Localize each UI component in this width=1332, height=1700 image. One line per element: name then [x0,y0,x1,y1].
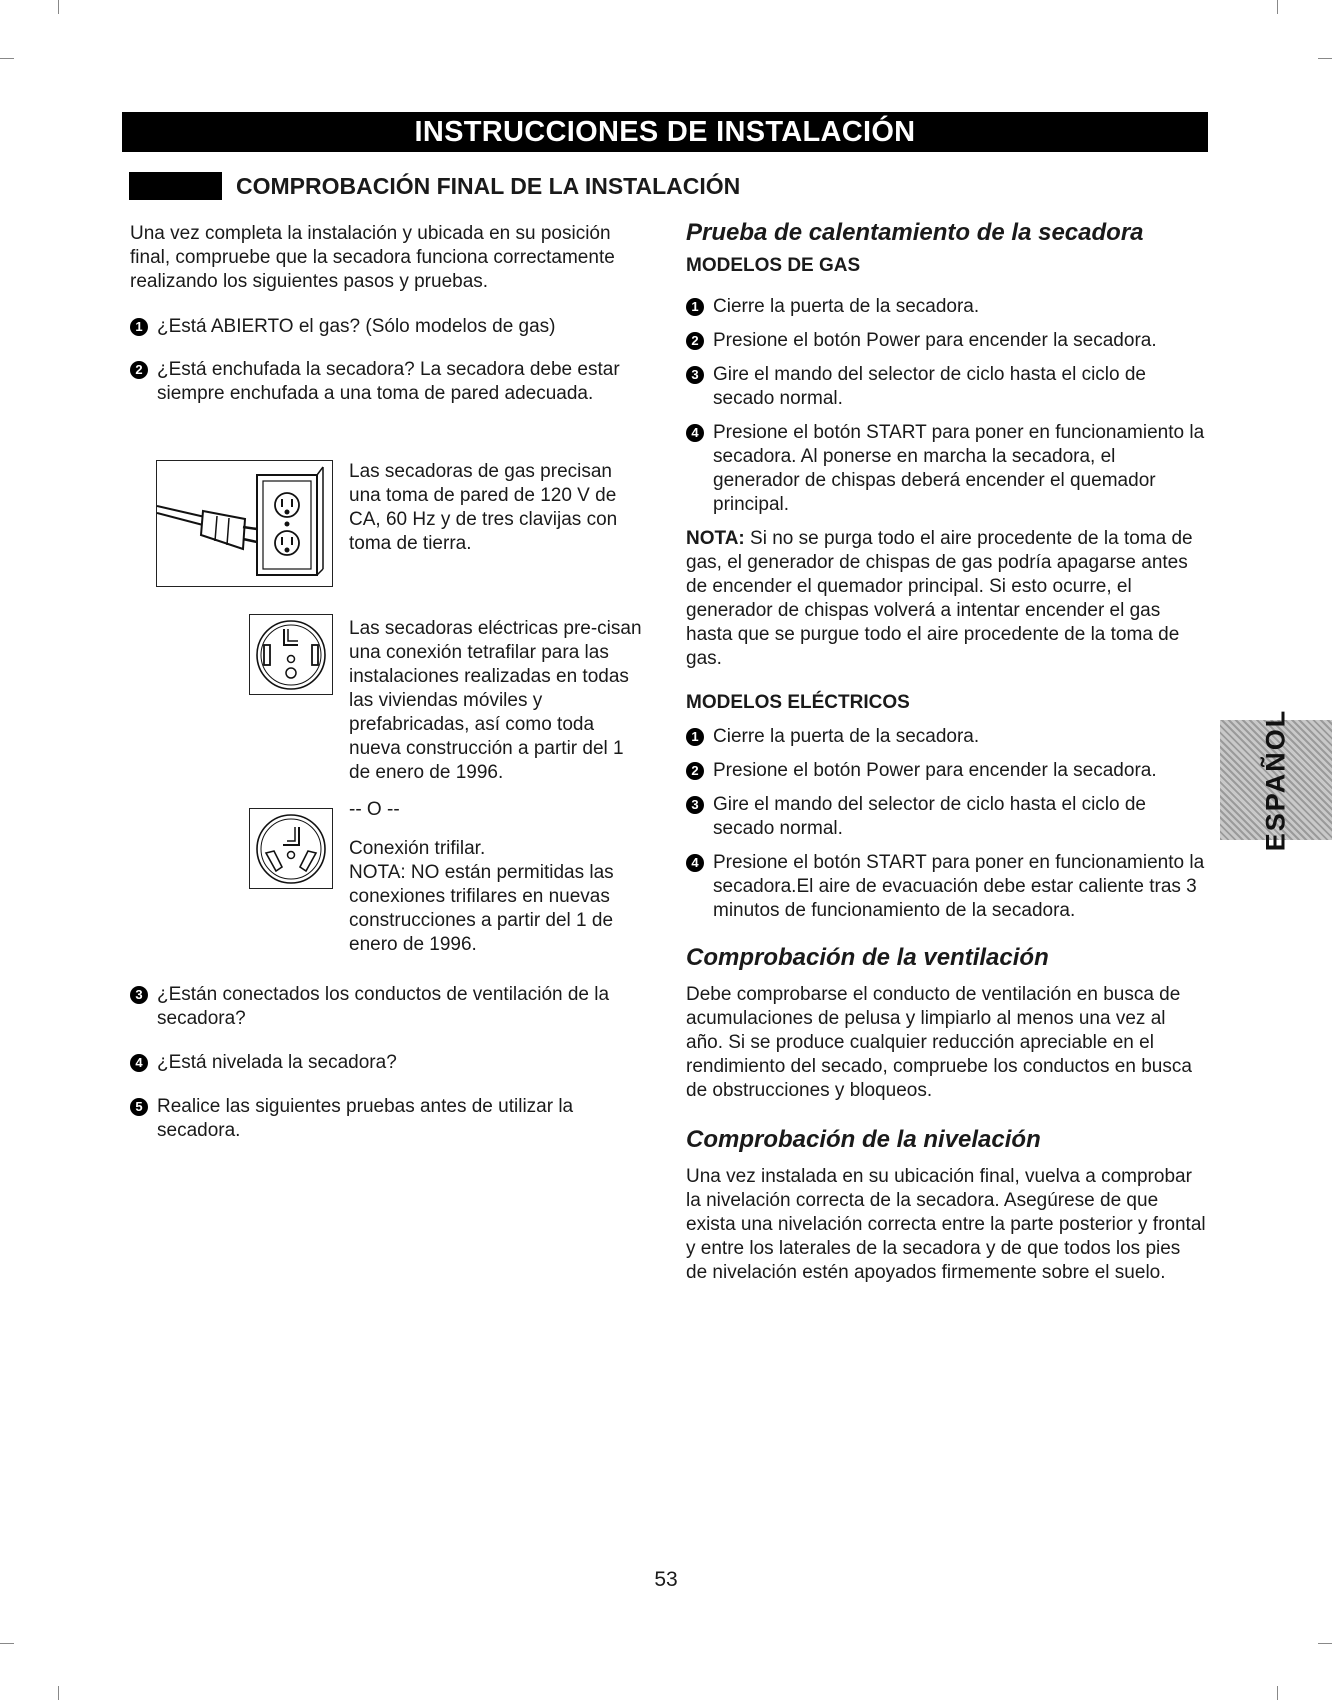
crop-mark [1277,0,1278,14]
check-text: ¿Están conectados los conductos de ventilación de la secadora? [157,984,610,1029]
intro-text: Una vez completa la instalación y ubicada en su posición final, compruebe que la secadora funciona correctamente realizando los siguientes pasos y pruebas. [130,223,615,292]
level-check-text: Una vez instalada en su ubicación final, vuelva a comprobar la nivelación correcta de la secadora. Asegúrese de que exista una nivelación correcta entre la parte posterior y frontal y entre los laterales de la secadora y de que todos los pies de nivelación estén apoyados firmemente sobre el suelo. [686,1166,1206,1283]
step-number: 3 [686,366,704,384]
right-column [686,218,1206,1285]
step-text: Presione el botón START para poner en funcionamiento la secadora. Al ponerse en marcha la secadora, el generador de chispas deberá encender el quemador principal. [713,422,1205,515]
step-text: Presione el botón Power para encender la secadora. [713,330,1157,351]
step-number: 5 [130,1098,148,1116]
three-wire-outlet-illustration [249,808,333,889]
check-text: ¿Está ABIERTO el gas? (Sólo modelos de gas) [157,316,556,337]
note-text: Si no se purga todo el aire procedente de la toma de gas, el generador de chispas de gas podría apagarse antes de encender el quemador principal. Si esto ocurre, el generador de chispas volverá a intentar encender el gas hasta que se purgue todo el aire procedente de la toma de gas. [686,528,1193,669]
gas-step-1 [686,295,1206,319]
check-text: Realice las siguientes pruebas antes de utilizar la secadora. [157,1096,574,1141]
step-number: 3 [130,986,148,1004]
section-marker [129,172,222,200]
step-number: 2 [686,762,704,780]
check-item-1 [130,315,645,339]
step-number: 4 [130,1054,148,1072]
crop-mark [58,0,59,14]
step-number: 1 [130,318,148,336]
gas-outlet-caption [349,460,639,556]
language-tab [1220,708,1332,852]
page-banner: INSTRUCCIONES DE INSTALACIÓN [122,112,1208,152]
four-wire-text: Las secadoras eléctricas pre-cisan una conexión tetrafilar para las instalaciones realizadas en todas las viviendas móviles y prefabricadas, así como toda nueva construcción a partir del 1 de enero de 1996. [349,618,642,783]
crop-mark [1318,58,1332,59]
page-number: 53 [654,1568,678,1591]
step-text: Cierre la puerta de la secadora. [713,296,980,317]
check-item-2 [130,358,645,406]
step-text: Gire el mando del selector de ciclo hasta el ciclo de secado normal. [713,794,1147,839]
left-column-lower [130,983,645,1143]
step-text: Gire el mando del selector de ciclo hasta el ciclo de secado normal. [713,364,1147,409]
three-wire-title: Conexión trifilar. [349,838,486,859]
three-wire-note: NOTA: NO están permitidas las conexiones trifilares en nuevas construcciones a partir del 1 de enero de 1996. [349,862,614,955]
step-number: 3 [686,796,704,814]
step-number: 4 [686,424,704,442]
vent-check-text: Debe comprobarse el conducto de ventilación en busca de acumulaciones de pelusa y limpiarlo al menos una vez al año. Si se produce cualquier reducción apreciable en el rendimiento del secado, compruebe los conductos en busca de obstrucciones y bloqueos. [686,984,1192,1101]
gas-outlet-text: Las secadoras de gas precisan una toma de pared de 120 V de CA, 60 Hz y de tres clavijas con toma de tierra. [349,461,618,554]
four-wire-outlet-illustration [249,614,333,695]
check-text: ¿Está enchufada la secadora? La secadora debe estar siempre enchufada a una toma de pared adecuada. [157,359,620,404]
left-column [130,222,645,406]
level-check-title: Comprobación de la nivelación [686,1126,1041,1153]
check-text: ¿Está nivelada la secadora? [157,1052,397,1073]
four-wire-caption [349,617,649,822]
elec-step-2 [686,759,1206,783]
crop-mark [0,58,14,59]
step-number: 4 [686,854,704,872]
step-number: 2 [686,332,704,350]
gas-models-heading: MODELOS DE GAS [686,255,861,276]
step-text: Cierre la puerta de la secadora. [713,726,980,747]
three-wire-caption [349,837,649,957]
heat-test-title: Prueba de calentamiento de la secadora [686,219,1144,246]
gas-step-4 [686,421,1206,517]
step-text: Presione el botón START para poner en funcionamiento la secadora.El aire de evacuación debe estar caliente tras 3 minutos de funcionamiento de la secadora. [713,852,1205,921]
section-title: COMPROBACIÓN FINAL DE LA INSTALACIÓN [236,173,741,199]
check-item-3 [130,983,645,1031]
gas-note [686,527,1206,671]
electric-models-heading: MODELOS ELÉCTRICOS [686,692,910,713]
gas-outlet-illustration [156,460,333,587]
crop-mark [0,1643,14,1644]
crop-mark [1318,1643,1332,1644]
check-item-5 [130,1095,645,1143]
note-label: NOTA: [686,528,745,549]
language-tab-label: ESPAÑOL [1260,708,1291,852]
or-separator: -- O -- [349,799,400,820]
gas-step-2 [686,329,1206,353]
step-number: 1 [686,728,704,746]
step-text: Presione el botón Power para encender la secadora. [713,760,1157,781]
step-number: 1 [686,298,704,316]
step-number: 2 [130,361,148,379]
vent-check-title: Comprobación de la ventilación [686,944,1049,971]
gas-step-3 [686,363,1206,411]
crop-mark [58,1686,59,1700]
elec-step-4 [686,851,1206,923]
elec-step-3 [686,793,1206,841]
elec-step-1 [686,725,1206,749]
crop-mark [1277,1686,1278,1700]
check-item-4 [130,1051,645,1075]
